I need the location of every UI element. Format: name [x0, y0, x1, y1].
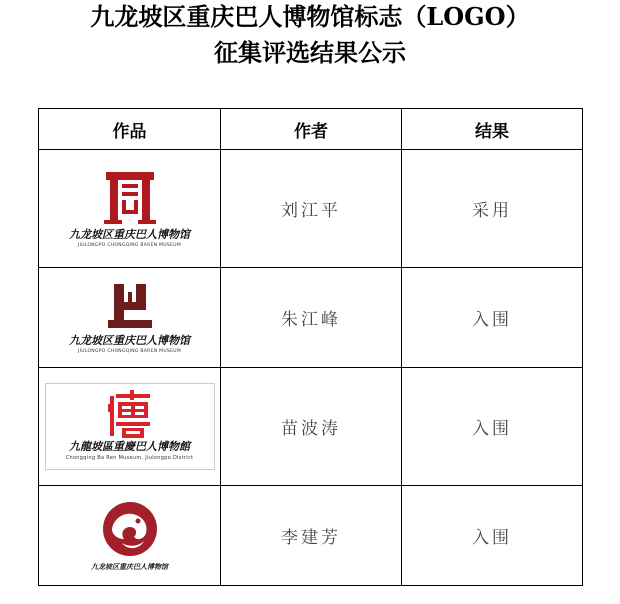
work-cell	[39, 268, 221, 368]
logo-name-text: 九龙坡区重庆巴人博物馆	[91, 562, 168, 571]
logo-name-text: 九龙坡区重庆巴人博物馆	[69, 227, 190, 241]
result-cell: 入围	[402, 368, 583, 486]
logo-entry-1	[40, 170, 220, 248]
result-cell: 采用	[402, 150, 583, 268]
author-cell: 苗波涛	[221, 368, 402, 486]
logo-entry-4	[40, 499, 220, 572]
logo-entry-3	[45, 383, 215, 470]
work-cell	[39, 486, 221, 586]
rune-gate-logo	[100, 170, 160, 226]
column-header-result: 结果	[402, 109, 583, 150]
table-header-row	[39, 109, 583, 150]
results-table	[38, 108, 583, 586]
work-cell	[39, 368, 221, 486]
logo-subtext: JIULONGPO CHONGQING BAREN MUSEUM	[77, 348, 182, 354]
column-header-author: 作者	[221, 109, 402, 150]
logo-entry-2	[40, 282, 220, 354]
page-subtitle: 征集评选结果公示	[214, 38, 406, 67]
table-row	[39, 368, 583, 486]
page-title: 九龙坡区重庆巴人博物馆标志（LOGO）	[90, 2, 530, 31]
author-cell: 朱江峰	[221, 268, 402, 368]
table-row	[39, 486, 583, 586]
logo-name-text: 九龍坡區重慶巴人博物館	[69, 440, 190, 453]
logo-subtext: JIULONGPO CHONGQING BAREN MUSEUM	[77, 242, 182, 248]
ba-character-logo	[106, 282, 154, 332]
logo-subtext: Chongqing Ba Ren Museum, Jiulongpo District	[65, 455, 194, 461]
bo-character-logo	[108, 390, 152, 438]
logo-name-text: 九龙坡区重庆巴人博物馆	[69, 333, 190, 347]
table-row	[39, 150, 583, 268]
dragon-seal-logo	[100, 499, 160, 559]
author-cell: 刘江平	[221, 150, 402, 268]
result-cell: 入围	[402, 268, 583, 368]
work-cell	[39, 150, 221, 268]
column-header-work: 作品	[39, 109, 221, 150]
table-row	[39, 268, 583, 368]
author-cell: 李建芳	[221, 486, 402, 586]
result-cell: 入围	[402, 486, 583, 586]
